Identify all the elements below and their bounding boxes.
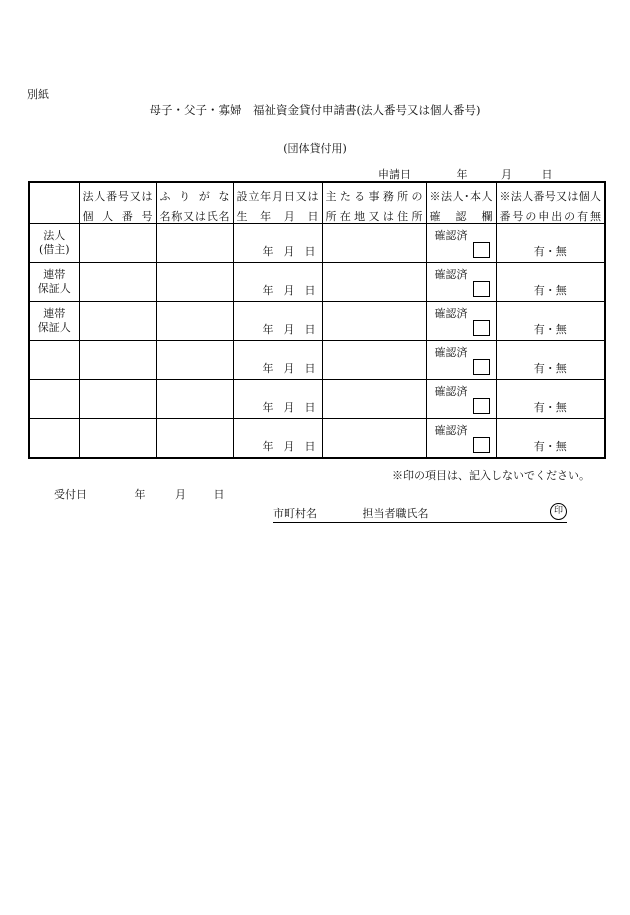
header-text: 所在地又は住所 [325, 210, 423, 223]
application-date-year[interactable]: 年 [456, 168, 468, 181]
corporate-number-cell[interactable] [79, 380, 156, 419]
address-cell[interactable] [322, 380, 426, 419]
table-row [29, 341, 605, 380]
header-text: 設立年月日又は [236, 190, 319, 203]
date-cell[interactable] [233, 419, 322, 459]
address-cell[interactable] [322, 224, 426, 263]
name-cell[interactable] [156, 263, 233, 302]
date-cell[interactable] [233, 302, 322, 341]
confirm-checkbox[interactable] [473, 359, 490, 375]
date-units: 年 月 日 [262, 440, 316, 453]
row-label-cell [29, 419, 79, 459]
confirmed-label: 確認済 [434, 268, 468, 281]
application-date [378, 166, 553, 182]
declaration-cell [496, 224, 605, 263]
application-table [28, 181, 606, 459]
corporate-number-cell[interactable] [79, 302, 156, 341]
name-cell[interactable] [156, 224, 233, 263]
confirmed-label: 確認済 [434, 424, 468, 437]
date-cell[interactable] [233, 224, 322, 263]
attachment-label: 別紙 [27, 88, 49, 101]
confirm-checkbox[interactable] [473, 281, 490, 297]
confirmation-cell [426, 419, 496, 459]
municipality-label: 市町村名 [273, 507, 317, 520]
reception-date-label: 受付日 [54, 488, 87, 501]
document-subtitle: (団体貸付用) [283, 142, 347, 155]
table-row [29, 224, 605, 263]
application-date-day[interactable]: 日 [541, 168, 553, 181]
row-label-cell [29, 380, 79, 419]
row-label-cell [29, 341, 79, 380]
confirmed-label: 確認済 [434, 307, 468, 320]
reception-date [54, 486, 225, 502]
declaration-cell [496, 302, 605, 341]
application-date-month[interactable]: 月 [501, 168, 512, 181]
header-text: 主たる事務所の [325, 190, 423, 203]
row-label-cell [29, 224, 79, 263]
document-title: 母子・父子・寡婦 福祉資金貸付申請書(法人番号又は個人番号) [149, 103, 481, 117]
header-declaration [496, 182, 605, 224]
date-cell[interactable] [233, 380, 322, 419]
header-text: 個人番号 [82, 210, 153, 223]
confirm-checkbox[interactable] [473, 242, 490, 258]
seal-stamp: 印 [550, 503, 567, 520]
header-address [322, 182, 426, 224]
header-date [233, 182, 322, 224]
date-units: 年 月 日 [262, 401, 316, 414]
row-label: 法人 (借主) [38, 229, 70, 256]
address-cell[interactable] [322, 302, 426, 341]
date-cell[interactable] [233, 263, 322, 302]
row-label-cell [29, 302, 79, 341]
address-cell[interactable] [322, 419, 426, 459]
confirmed-label: 確認済 [434, 385, 468, 398]
reception-date-day[interactable]: 日 [213, 488, 225, 501]
yes-no-option[interactable]: 有・無 [533, 362, 567, 375]
header-text: 番号の申出の有無 [499, 210, 601, 223]
confirmation-cell [426, 263, 496, 302]
confirmation-cell [426, 224, 496, 263]
corporate-number-cell[interactable] [79, 341, 156, 380]
declaration-cell [496, 263, 605, 302]
name-cell[interactable] [156, 419, 233, 459]
reception-date-month[interactable]: 月 [175, 488, 186, 501]
row-label: 連帯 保証人 [37, 307, 71, 334]
date-cell[interactable] [233, 341, 322, 380]
header-text: ※法人番号又は個人 [499, 190, 601, 203]
confirm-checkbox[interactable] [473, 437, 490, 453]
header-name [156, 182, 233, 224]
corporate-number-cell[interactable] [79, 419, 156, 459]
note-text: ※印の項目は、記入しないでください。 [392, 469, 590, 482]
header-text: ※法人･本人 [429, 190, 493, 203]
table-row [29, 302, 605, 341]
confirm-checkbox[interactable] [473, 398, 490, 414]
corporate-number-cell[interactable] [79, 224, 156, 263]
date-units: 年 月 日 [262, 284, 316, 297]
address-cell[interactable] [322, 263, 426, 302]
confirm-checkbox[interactable] [473, 320, 490, 336]
header-corner [29, 182, 79, 224]
header-text: 生年月日 [236, 210, 319, 223]
header-text: 法人番号又は [82, 190, 153, 203]
header-corporate-number [79, 182, 156, 224]
date-units: 年 月 日 [262, 323, 316, 336]
declaration-cell [496, 341, 605, 380]
corporate-number-cell[interactable] [79, 263, 156, 302]
header-text: 名称又は氏名 [159, 210, 230, 223]
address-cell[interactable] [322, 341, 426, 380]
table-row [29, 263, 605, 302]
name-cell[interactable] [156, 380, 233, 419]
yes-no-option[interactable]: 有・無 [533, 284, 567, 297]
officer-line [273, 505, 567, 523]
date-units: 年 月 日 [262, 245, 316, 258]
declaration-cell [496, 380, 605, 419]
application-date-label: 申請日 [378, 168, 411, 181]
confirmation-cell [426, 341, 496, 380]
row-label-cell [29, 263, 79, 302]
header-text: 確認欄 [429, 210, 493, 223]
table-header-row [29, 182, 605, 224]
yes-no-option[interactable]: 有・無 [533, 323, 567, 336]
confirmed-label: 確認済 [434, 229, 468, 242]
declaration-cell [496, 419, 605, 459]
table-row [29, 419, 605, 459]
officer-name-label: 担当者職氏名 [362, 507, 429, 520]
header-confirmation [426, 182, 496, 224]
name-cell[interactable] [156, 341, 233, 380]
date-units: 年 月 日 [262, 362, 316, 375]
header-text: ふりがな [159, 190, 230, 203]
confirmation-cell [426, 302, 496, 341]
yes-no-option[interactable]: 有・無 [533, 440, 567, 453]
name-cell[interactable] [156, 302, 233, 341]
yes-no-option[interactable]: 有・無 [533, 245, 567, 258]
row-label: 連帯 保証人 [37, 268, 71, 295]
confirmation-cell [426, 380, 496, 419]
confirmed-label: 確認済 [434, 346, 468, 359]
reception-date-year[interactable]: 年 [134, 488, 146, 501]
yes-no-option[interactable]: 有・無 [533, 401, 567, 414]
table-row [29, 380, 605, 419]
